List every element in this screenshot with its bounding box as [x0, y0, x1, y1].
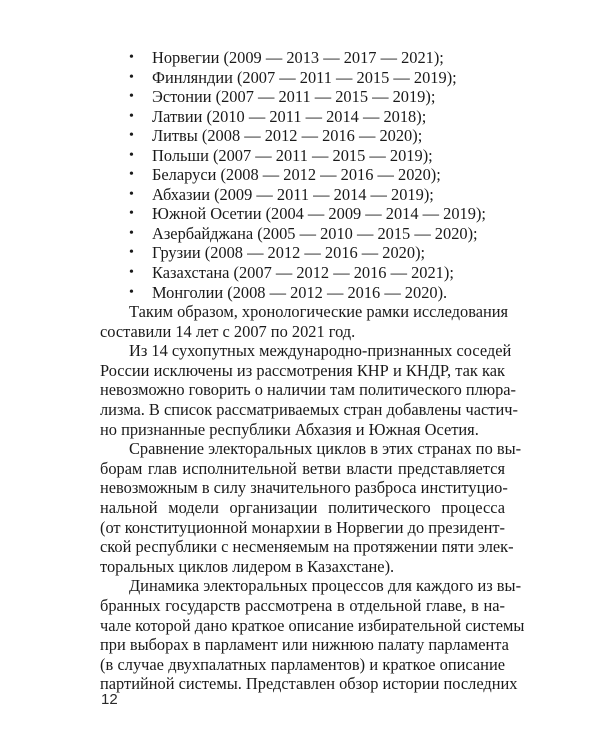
bullet-icon: • — [129, 147, 134, 163]
text-line: но признанные республики Абхазия и Южная Осетия. — [100, 419, 479, 439]
list-item — [129, 204, 529, 224]
text-line: лизма. В список рассматриваемых стран добавлены частич- — [100, 399, 518, 419]
text-line: бранных государств рассмотрена в отдельной главе, в на- — [100, 595, 505, 615]
bullet-icon: • — [129, 186, 134, 202]
text-line: торальных циклов лидером в Казахстане). — [100, 556, 395, 576]
list-item-text: Норвегии (2009 — 2013 — 2017 — 2021); — [152, 48, 444, 67]
list-item — [129, 126, 529, 146]
list-item-text: Азербайджана (2005 — 2010 — 2015 — 2020); — [152, 223, 478, 243]
page-number: 12 — [101, 691, 118, 708]
list-item-text: Грузии (2008 — 2012 — 2016 — 2020); — [152, 243, 426, 263]
list-item-text: Монголии (2008 — 2012 — 2016 — 2020). — [152, 282, 448, 302]
bullet-icon: • — [129, 50, 134, 65]
body-text — [100, 302, 525, 694]
bullet-icon: • — [129, 245, 134, 261]
list-item-text: Финляндии (2007 — 2011 — 2015 — 2019); — [152, 67, 457, 87]
bullet-icon: • — [129, 89, 134, 105]
list-item — [129, 243, 529, 263]
bullet-icon: • — [129, 128, 134, 144]
bullet-icon: • — [129, 284, 134, 300]
text-line: (в случае двухпалатных парламентов) и краткое описание — [100, 654, 505, 674]
paragraph — [100, 576, 525, 694]
list-item — [129, 87, 529, 107]
bullet-icon: • — [129, 265, 134, 281]
country-list — [129, 48, 529, 302]
bullet-icon: • — [129, 225, 134, 241]
list-item-text: Латвии (2010 — 2011 — 2014 — 2018); — [152, 106, 427, 126]
list-item — [129, 48, 529, 68]
text-line: невозможно говорить о наличии там политического плюра- — [100, 380, 517, 400]
list-item — [129, 146, 529, 166]
text-line: Из 14 сухопутных международно-признанных соседей — [129, 341, 512, 361]
list-item — [129, 107, 529, 127]
list-item — [129, 185, 529, 205]
list-item-text: Литвы (2008 — 2012 — 2016 — 2020); — [152, 126, 423, 146]
text-line: составили 14 лет с 2007 по 2021 год. — [100, 321, 356, 341]
list-item — [129, 224, 529, 244]
text-line: нальной модели организации политического процесса — [100, 497, 505, 517]
list-item-text: Южной Осетии (2004 — 2009 — 2014 — 2019); — [152, 204, 486, 224]
list-item — [129, 283, 529, 303]
list-item — [129, 263, 529, 283]
bullet-icon: • — [129, 69, 134, 85]
list-item-text: Эстонии (2007 — 2011 — 2015 — 2019); — [152, 87, 436, 107]
list-item — [129, 68, 529, 88]
text-line: при выборах в парламент или нижнюю палату парламента — [100, 635, 509, 655]
text-line: невозможным в силу значительного разброса институцио- — [100, 478, 508, 498]
paragraph — [100, 302, 509, 341]
text-line: России исключены из рассмотрения КНР и КНДР, так как — [100, 360, 505, 380]
text-line: чале которой дано краткое описание избирательной системы — [100, 615, 525, 635]
text-line: борам глав исполнительной ветви власти представляется — [100, 458, 505, 478]
text-line: ской республики с несменяемым на протяжении пяти элек- — [100, 537, 514, 557]
text-line: Сравнение электоральных циклов в этих странах по вы- — [129, 439, 522, 459]
text-line: (от конституционной монархии в Норвегии до президент- — [100, 517, 505, 537]
list-item — [129, 165, 529, 185]
text-line: Динамика электоральных процессов для каждого из вы- — [129, 576, 522, 596]
list-item-text: Беларуси (2008 — 2012 — 2016 — 2020); — [152, 165, 441, 185]
bullet-icon: • — [129, 108, 134, 124]
paragraph — [100, 439, 522, 576]
paragraph — [100, 341, 518, 439]
text-line: партийной системы. Представлен обзор истории последних — [100, 674, 518, 694]
list-item-text: Казахстана (2007 — 2012 — 2016 — 2021); — [152, 263, 454, 283]
list-item-text: Абхазии (2009 — 2011 — 2014 — 2019); — [152, 184, 434, 204]
bullet-icon: • — [129, 167, 134, 183]
bullet-icon: • — [129, 206, 134, 222]
text-line: Таким образом, хронологические рамки исследования — [129, 302, 509, 321]
list-item-text: Польши (2007 — 2011 — 2015 — 2019); — [152, 145, 433, 165]
